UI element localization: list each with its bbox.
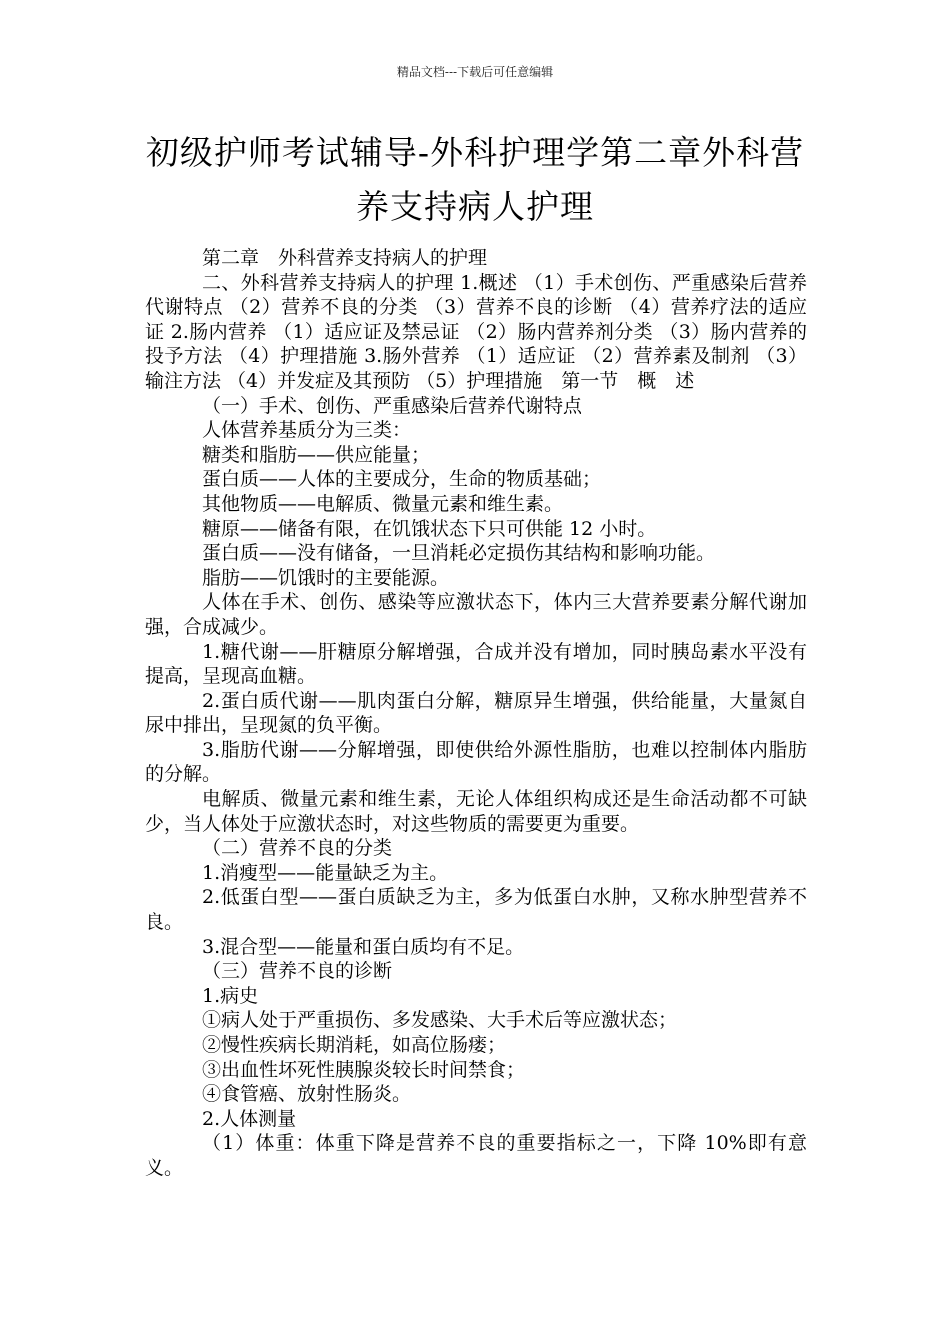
paragraph: 3.混合型——能量和蛋白质均有不足。 [202, 935, 525, 958]
paragraph: 人体营养基质分为三类： [202, 419, 412, 442]
paragraph: 2.蛋白质代谢——肌肉蛋白分解，糖原异生增强，供给能量，大量氮自尿中排出，呈现氮的负平衡。 [145, 689, 807, 737]
paragraph: 糖原——储备有限，在饥饿状态下只可供能 12 小时。 [202, 517, 657, 540]
paragraph: 电解质、微量元素和维生素，无论人体组织构成还是生命活动都不可缺少，当人体处于应激状态时，对这些物质的需要更为重要。 [145, 788, 807, 835]
document-title: 初级护师考试辅导-外科护理学第二章外科营养支持病人护理 [145, 133, 805, 226]
paragraph-chapter-heading: 第二章 外科营养支持病人的护理 [202, 247, 488, 269]
paragraph: 2.低蛋白型——蛋白质缺乏为主，多为低蛋白水肿，又称水肿型营养不良。 [145, 886, 807, 934]
paragraph: 其他物质——电解质、微量元素和维生素。 [202, 492, 564, 515]
header-note: 精品文档---下载后可任意编辑 [396, 65, 554, 79]
paragraph: 糖类和脂肪——供应能量； [202, 443, 431, 466]
paragraph: 2.人体测量 [202, 1107, 297, 1130]
paragraph: 人体在手术、创伤、感染等应激状态下，体内三大营养要素分解代谢加强，合成减少。 [145, 591, 807, 638]
paragraph: ④食管癌、放射性肠炎。 [202, 1083, 412, 1106]
paragraph: 3.脂肪代谢——分解增强，即使供给外源性脂肪，也难以控制体内脂肪的分解。 [145, 738, 807, 786]
paragraph: 脂肪——饥饿时的主要能源。 [202, 566, 450, 589]
paragraph: ①病人处于严重损伤、多发感染、大手术后等应激状态； [202, 1009, 678, 1032]
paragraph: 1.糖代谢——肝糖原分解增强，合成并没有增加，同时胰岛素水平没有提高，呈现高血糖。 [145, 640, 807, 688]
paragraph: 蛋白质——人体的主要成分，生命的物质基础； [202, 468, 602, 491]
paragraph: 1.消瘦型——能量缺乏为主。 [202, 861, 449, 884]
section-heading-metabolism: （一）手术、创伤、严重感染后营养代谢特点 [202, 394, 583, 417]
document-body [145, 246, 807, 1181]
paragraph: 蛋白质——没有储备，一旦消耗必定损伤其结构和影响功能。 [202, 542, 716, 565]
section-heading-classification: （二）营养不良的分类 [202, 837, 393, 860]
paragraph: ②慢性疾病长期消耗，如高位肠瘘； [202, 1034, 507, 1056]
section-heading-diagnosis: （三）营养不良的诊断 [202, 960, 393, 983]
paragraph: （1）体重：体重下降是营养不良的重要指标之一，下降 10%即有意义。 [145, 1132, 807, 1179]
paragraph-outline: 二、外科营养支持病人的护理 1.概述 （1）手术创伤、严重感染后营养代谢特点 （2）营养不良的分类 （3）营养不良的诊断 （4）营养疗法的适应证 2.肠内营养 （1）适应证及禁忌证 （2）肠内营养剂分类 （3）肠内营养的投予方法 （4）护理措施 3.肠外营养 （1）适应证 （2）营养素及制剂 （3）输注方法 （4）并发症及其预防 （5）护理措施 第一节 概 述 [145, 271, 807, 392]
paragraph: ③出血性坏死性胰腺炎较长时间禁食； [202, 1058, 526, 1081]
paragraph: 1.病史 [202, 984, 259, 1007]
